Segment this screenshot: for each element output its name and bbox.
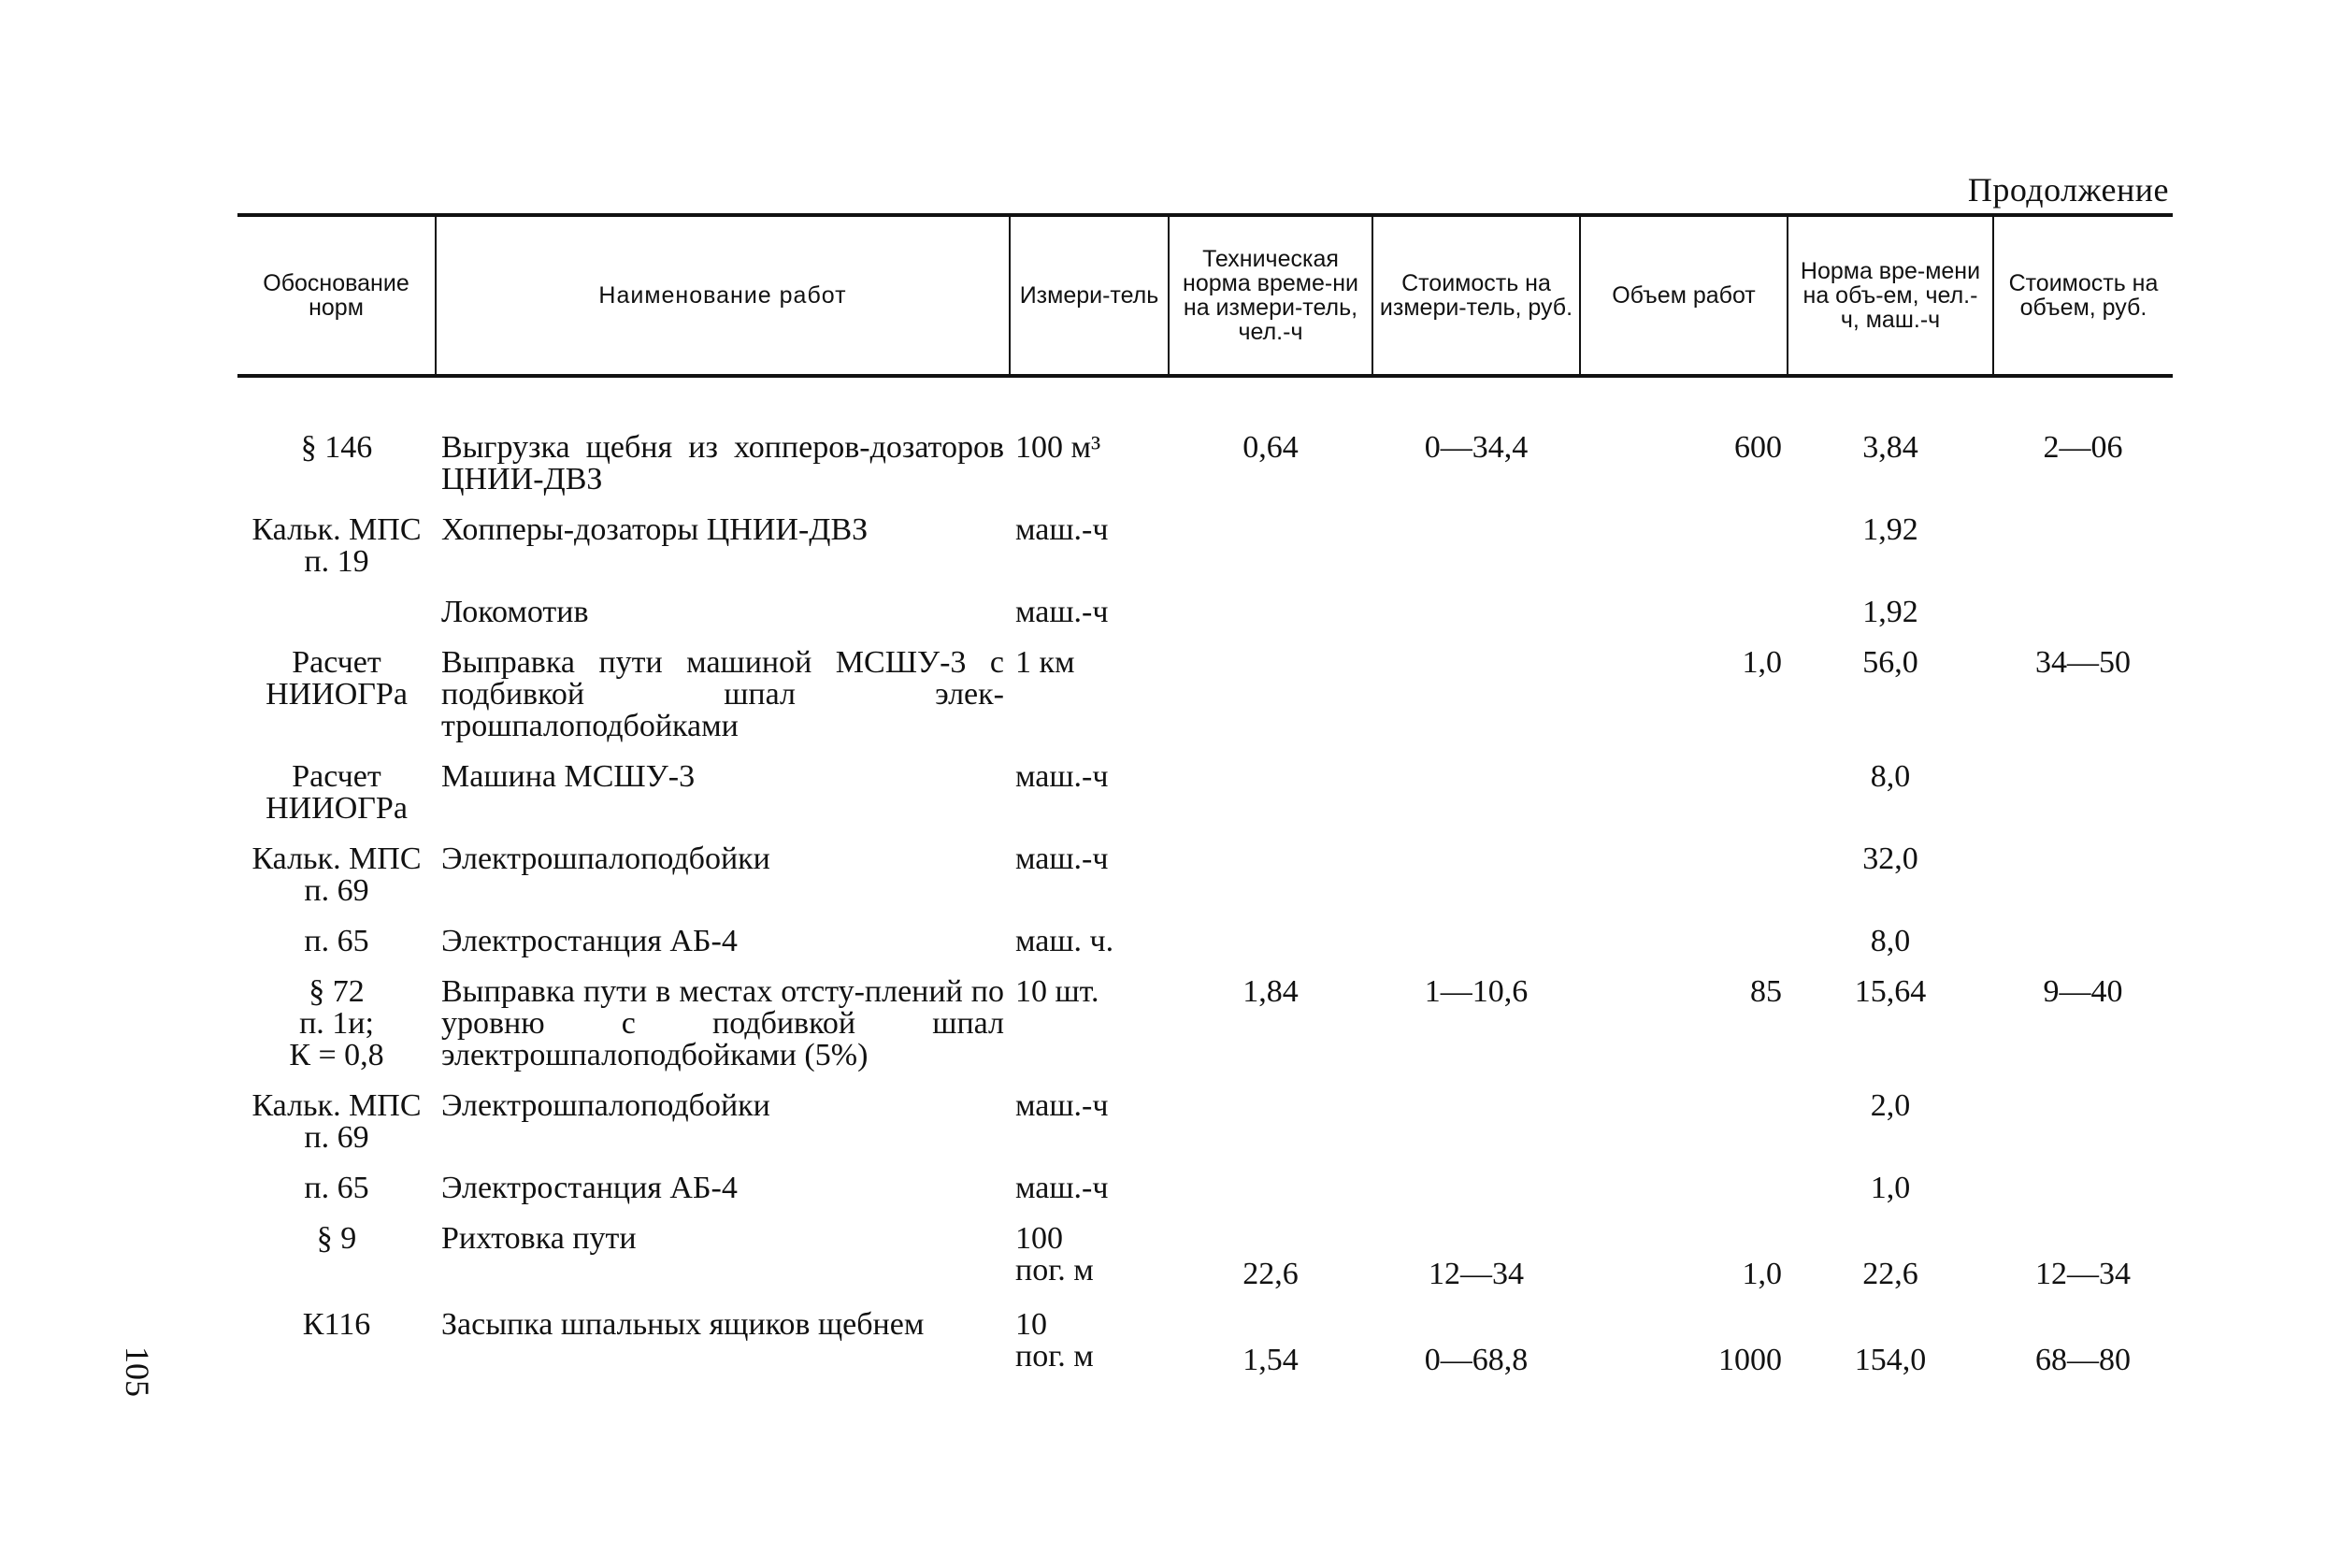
cell-time-norm-value: 8,0 [1870,924,1911,958]
cell-total-cost [1993,1223,2173,1309]
cell-work-name: Выправка пути машиной МСШУ-3 с подбивкой шпал элек-трошпалоподбойками [441,645,1004,743]
cell-unit-cost [1372,376,1580,514]
cell-total-cost [1993,647,2173,761]
unit-line: 10 шт. [1015,974,1099,1009]
cell-work-name: Хопперы-дозаторы ЦНИИ-ДВЗ [441,512,869,547]
basis-line: К116 [302,1307,371,1342]
cell-unit [1010,1309,1169,1395]
cell-volume [1580,514,1788,597]
cell-unit-cost [1372,1090,1580,1172]
cell-time-norm [1788,1223,1993,1309]
cell-unit [1010,1223,1169,1309]
cell-unit-cost [1372,1172,1580,1223]
cell-time-norm [1788,761,1993,843]
cell-unit-cost [1372,1309,1580,1395]
basis-line: Кальк. МПС [251,1088,422,1123]
table-body [237,376,2173,1395]
cell-time-norm-value: 15,64 [1854,974,1927,1009]
unit-line: 1 км [1015,645,1075,680]
cell-volume [1580,1090,1788,1172]
cell-total-cost [1993,843,2173,926]
unit-line: 100 [1015,1221,1063,1256]
cell-basis [237,647,436,761]
cell-volume [1580,597,1788,647]
cell-time-norm-value: 22,6 [1862,1257,1918,1291]
continuation-label: Продолжение [1967,171,2169,209]
cell-volume [1580,761,1788,843]
basis-line: НИИОГРа [266,677,408,712]
cell-unit-cost [1372,647,1580,761]
cell-time-norm [1788,1309,1993,1395]
cell-unit-cost-value: 1—10,6 [1424,974,1529,1009]
cell-total-cost-value: 2—06 [2043,430,2123,465]
basis-line: Расчет [292,759,381,794]
cell-total-cost-value: 9—40 [2043,974,2123,1009]
cell-unit [1010,1090,1169,1172]
table-row [237,1172,2173,1223]
unit-line: маш.-ч [1015,1171,1109,1205]
cell-time-norm [1788,514,1993,597]
unit-line: маш.-ч [1015,759,1109,794]
basis-line: § 9 [316,1221,357,1256]
cell-time-norm-value: 3,84 [1862,430,1918,465]
cell-basis [237,597,436,647]
cell-unit-cost-value: 0—68,8 [1424,1343,1529,1377]
cell-unit [1010,376,1169,514]
table-row [237,647,2173,761]
cell-volume-value: 1,0 [1742,645,1782,680]
unit-line: 10 [1015,1307,1047,1342]
cell-time-norm-value: 2,0 [1870,1088,1911,1123]
norms-table [237,213,2173,1395]
cell-total-cost [1993,1090,2173,1172]
cell-unit-cost [1372,761,1580,843]
column-header: Стоимость на измери-тель, руб. [1372,215,1580,376]
cell-tech-norm [1169,597,1372,647]
table-row [237,1090,2173,1172]
column-header: Норма вре-мени на объ-ем, чел.-ч, маш.-ч [1788,215,1993,376]
cell-volume [1580,926,1788,976]
cell-tech-norm [1169,647,1372,761]
unit-line: пог. м [1015,1253,1094,1287]
cell-time-norm-value: 1,92 [1862,595,1918,629]
cell-unit [1010,976,1169,1090]
column-header: Стоимость на объем, руб. [1993,215,2173,376]
cell-tech-norm [1169,1309,1372,1395]
table-header [237,215,2173,376]
cell-tech-norm-value: 0,64 [1242,430,1299,465]
basis-line: п. 69 [304,873,369,908]
cell-tech-norm [1169,843,1372,926]
cell-tech-norm [1169,1090,1372,1172]
cell-time-norm [1788,1090,1993,1172]
cell-unit [1010,843,1169,926]
basis-line: п. 69 [304,1120,369,1155]
cell-work-name: Электрошпалоподбойки [441,842,770,876]
cell-total-cost [1993,926,2173,976]
cell-basis [237,514,436,597]
cell-basis [237,1090,436,1172]
cell-time-norm [1788,647,1993,761]
cell-volume-value: 1,0 [1742,1257,1782,1291]
cell-unit-cost [1372,1223,1580,1309]
cell-basis [237,843,436,926]
cell-total-cost [1993,514,2173,597]
cell-tech-norm [1169,761,1372,843]
cell-volume [1580,1309,1788,1395]
basis-line: п. 65 [304,1171,369,1205]
cell-time-norm [1788,843,1993,926]
basis-line: НИИОГРа [266,791,408,826]
table-row [237,597,2173,647]
table-row [237,976,2173,1090]
cell-total-cost [1993,1172,2173,1223]
cell-work-name: Выправка пути в местах отсту-плений по уровню с подбивкой шпал электрошпалоподбойками (5%) [441,974,1004,1072]
cell-volume-value: 85 [1750,974,1782,1009]
cell-total-cost-value: 12—34 [2035,1257,2131,1291]
cell-unit [1010,1172,1169,1223]
cell-unit-cost-value: 12—34 [1429,1257,1524,1291]
cell-basis [237,1223,436,1309]
cell-work-name: Локомотив [441,595,589,629]
cell-volume-value: 600 [1734,430,1782,465]
cell-tech-norm [1169,976,1372,1090]
cell-time-norm-value: 56,0 [1862,645,1918,680]
basis-line: Кальк. МПС [251,512,422,547]
cell-work-name: Засыпка шпальных ящиков щебнем [441,1307,925,1342]
cell-unit-cost [1372,976,1580,1090]
basis-line: § 72 [309,974,365,1009]
cell-unit [1010,514,1169,597]
cell-time-norm [1788,926,1993,976]
cell-basis [237,976,436,1090]
table-row [237,1223,2173,1309]
cell-total-cost [1993,761,2173,843]
page-number: 105 [119,1346,156,1397]
cell-time-norm [1788,1172,1993,1223]
cell-work-name: Машина МСШУ-3 [441,759,696,794]
unit-line: пог. м [1015,1339,1094,1374]
cell-total-cost [1993,976,2173,1090]
cell-volume [1580,376,1788,514]
cell-volume [1580,843,1788,926]
column-header: Наименование работ [436,215,1010,376]
table-row [237,376,2173,514]
cell-volume [1580,647,1788,761]
cell-unit-cost [1372,926,1580,976]
cell-time-norm-value: 8,0 [1870,759,1911,794]
table-row [237,514,2173,597]
cell-total-cost [1993,597,2173,647]
basis-line: п. 65 [304,924,369,958]
basis-line: К = 0,8 [289,1038,384,1072]
cell-work-name: Электростанция АБ-4 [441,924,738,958]
cell-total-cost-value: 34—50 [2035,645,2131,680]
cell-basis [237,926,436,976]
unit-line: 100 м³ [1015,430,1101,465]
cell-unit [1010,761,1169,843]
cell-work-name: Рихтовка пути [441,1221,637,1256]
column-header: Обоснование норм [237,215,436,376]
cell-basis [237,1309,436,1395]
cell-total-cost [1993,376,2173,514]
unit-line: маш. ч. [1015,924,1114,958]
cell-basis [237,1172,436,1223]
cell-unit [1010,597,1169,647]
column-header: Объем работ [1580,215,1788,376]
column-header: Измери-тель [1010,215,1169,376]
cell-unit [1010,647,1169,761]
cell-tech-norm [1169,1172,1372,1223]
cell-work-name: Электрошпалоподбойки [441,1088,770,1123]
column-header: Техническая норма време-ни на измери-тель, чел.-ч [1169,215,1372,376]
cell-time-norm-value: 1,0 [1870,1171,1911,1205]
cell-time-norm [1788,597,1993,647]
cell-tech-norm-value: 1,54 [1242,1343,1299,1377]
cell-work-name: Электростанция АБ-4 [441,1171,738,1205]
cell-unit-cost [1372,843,1580,926]
cell-unit-cost [1372,597,1580,647]
basis-line: § 146 [300,430,373,465]
table-row [237,761,2173,843]
cell-time-norm-value: 1,92 [1862,512,1918,547]
cell-basis [237,761,436,843]
cell-time-norm [1788,376,1993,514]
cell-time-norm-value: 32,0 [1862,842,1918,876]
cell-tech-norm [1169,926,1372,976]
unit-line: маш.-ч [1015,512,1109,547]
cell-time-norm [1788,976,1993,1090]
table-row [237,843,2173,926]
cell-unit-cost [1372,514,1580,597]
cell-tech-norm [1169,376,1372,514]
cell-total-cost-value: 68—80 [2035,1343,2131,1377]
cell-tech-norm-value: 1,84 [1242,974,1299,1009]
cell-unit-cost-value: 0—34,4 [1424,430,1529,465]
cell-basis [237,376,436,514]
cell-volume-value: 1000 [1718,1343,1782,1377]
cell-tech-norm [1169,1223,1372,1309]
cell-volume [1580,1172,1788,1223]
cell-tech-norm-value: 22,6 [1242,1257,1299,1291]
basis-line: п. 19 [304,544,369,579]
cell-volume [1580,1223,1788,1309]
cell-volume [1580,976,1788,1090]
cell-tech-norm [1169,514,1372,597]
table-row [237,926,2173,976]
cell-unit [1010,926,1169,976]
cell-time-norm-value: 154,0 [1854,1343,1927,1377]
basis-line: Расчет [292,645,381,680]
basis-line: Кальк. МПС [251,842,422,876]
basis-line: п. 1и; [299,1006,374,1041]
unit-line: маш.-ч [1015,595,1109,629]
cell-total-cost [1993,1309,2173,1395]
cell-work-name: Выгрузка щебня из хопперов-дозаторов ЦНИИ-ДВЗ [441,430,1004,496]
unit-line: маш.-ч [1015,842,1109,876]
unit-line: маш.-ч [1015,1088,1109,1123]
table-row [237,1309,2173,1395]
